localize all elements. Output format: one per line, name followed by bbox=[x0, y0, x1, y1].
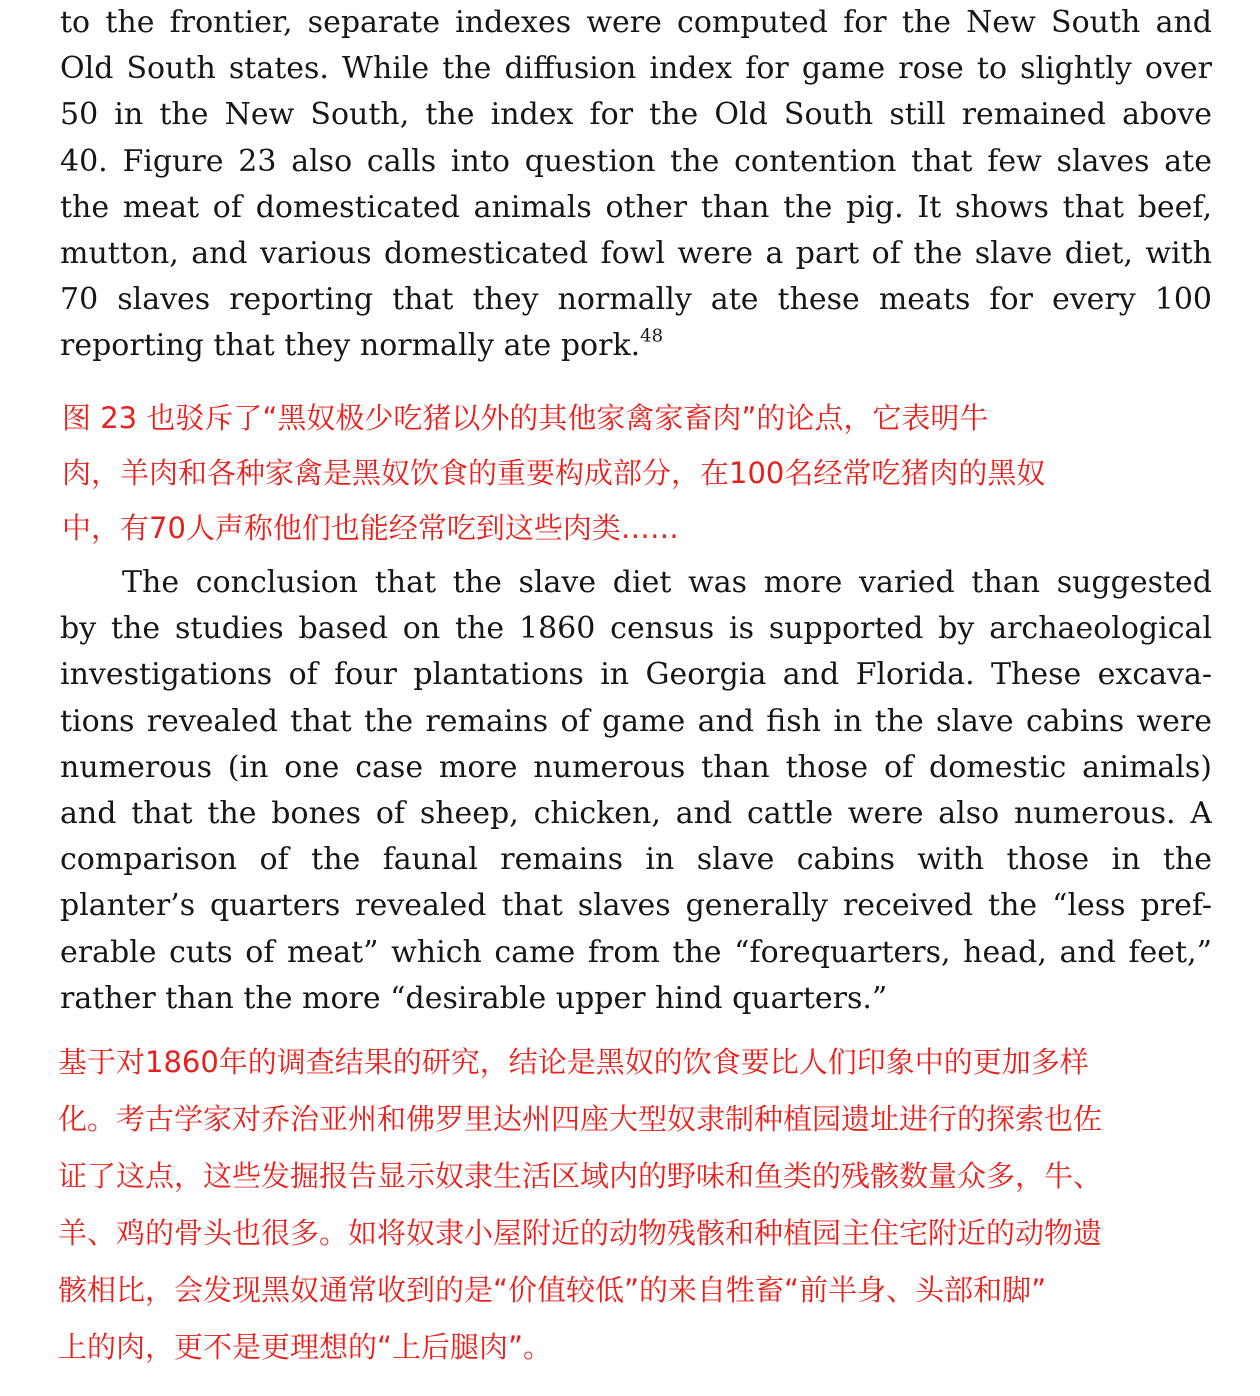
text-line: and that the bones of sheep, chicken, and cattle were also numerous. A bbox=[60, 795, 1212, 831]
translation-line: 化。考古学家对乔治亚州和佛罗里达州四座大型奴隶制种植园遗址进行的探索也佐 bbox=[58, 1102, 1103, 1136]
text-line: by the studies based on the 1860 census is supported by archaeological bbox=[60, 611, 1212, 647]
translation-line: 羊、鸡的骨头也很多。如将奴隶小屋附近的动物残骸和种植园主住宅附近的动物遗 bbox=[58, 1216, 1103, 1250]
text-line: the meat of domesticated animals other than the pig. It shows that beef, bbox=[60, 189, 1212, 225]
text-line-last: rather than the more “desirable upper hind quarters.” bbox=[60, 980, 888, 1016]
text-line: The conclusion that the slave diet was more varied than suggested bbox=[122, 565, 1212, 600]
footnote-marker: 48 bbox=[640, 325, 664, 347]
text-line-content: reporting that they normally ate pork. bbox=[60, 328, 641, 364]
translation-line: 图 23 也驳斥了“黑奴极少吃猪以外的其他家禽家畜肉”的论点，它表明牛 bbox=[62, 401, 989, 435]
translation-line: 证了这点，这些发掘报告显示奴隶生活区域内的野味和鱼类的残骸数量众多，牛、 bbox=[58, 1159, 1103, 1193]
text-line-last bbox=[60, 323, 1212, 369]
english-paragraph-1 bbox=[60, 0, 1212, 370]
text-line: comparison of the faunal remains in slave cabins with those in the bbox=[60, 842, 1212, 878]
text-line: 40. Figure 23 also calls into question the contention that few slaves ate bbox=[60, 143, 1212, 179]
text-line: tions revealed that the remains of game and fish in the slave cabins were bbox=[60, 703, 1212, 739]
text-line: mutton, and various domesticated fowl were a part of the slave diet, with bbox=[60, 235, 1212, 271]
text-line: to the frontier, separate indexes were computed for the New South and bbox=[60, 5, 1212, 40]
translation-line: 骸相比，会发现黑奴通常收到的是“价值较低”的来自牲畜“前半身、头部和脚” bbox=[58, 1273, 1047, 1307]
text-line: Old South states. While the diffusion index for game rose to slightly over bbox=[60, 51, 1212, 87]
text-line: numerous (in one case more numerous than those of domestic animals) bbox=[60, 749, 1212, 785]
translation-line: 中，有70人声称他们也能经常吃到这些肉类…… bbox=[62, 511, 679, 545]
text-line: investigations of four plantations in Georgia and Florida. These excava- bbox=[60, 657, 1212, 693]
text-line: 70 slaves reporting that they normally ate these meats for every 100 bbox=[60, 282, 1212, 318]
translation-line: 基于对1860年的调查结果的研究，结论是黑奴的饮食要比人们印象中的更加多样 bbox=[58, 1045, 1089, 1079]
chinese-translation-2 bbox=[58, 1036, 1248, 1378]
chinese-translation-1 bbox=[62, 394, 1182, 559]
text-line: 50 in the New South, the index for the Old South still remained above bbox=[60, 97, 1212, 133]
english-paragraph-2 bbox=[60, 560, 1212, 1022]
translation-line: 上的肉，更不是更理想的“上后腿肉”。 bbox=[58, 1330, 553, 1364]
text-line: erable cuts of meat” which came from the “forequarters, head, and feet,” bbox=[60, 934, 1212, 970]
translation-line: 肉，羊肉和各种家禽是黑奴饮食的重要构成部分，在100名经常吃猪肉的黑奴 bbox=[62, 456, 1046, 490]
text-line: planter’s quarters revealed that slaves generally received the “less pref- bbox=[60, 888, 1212, 924]
